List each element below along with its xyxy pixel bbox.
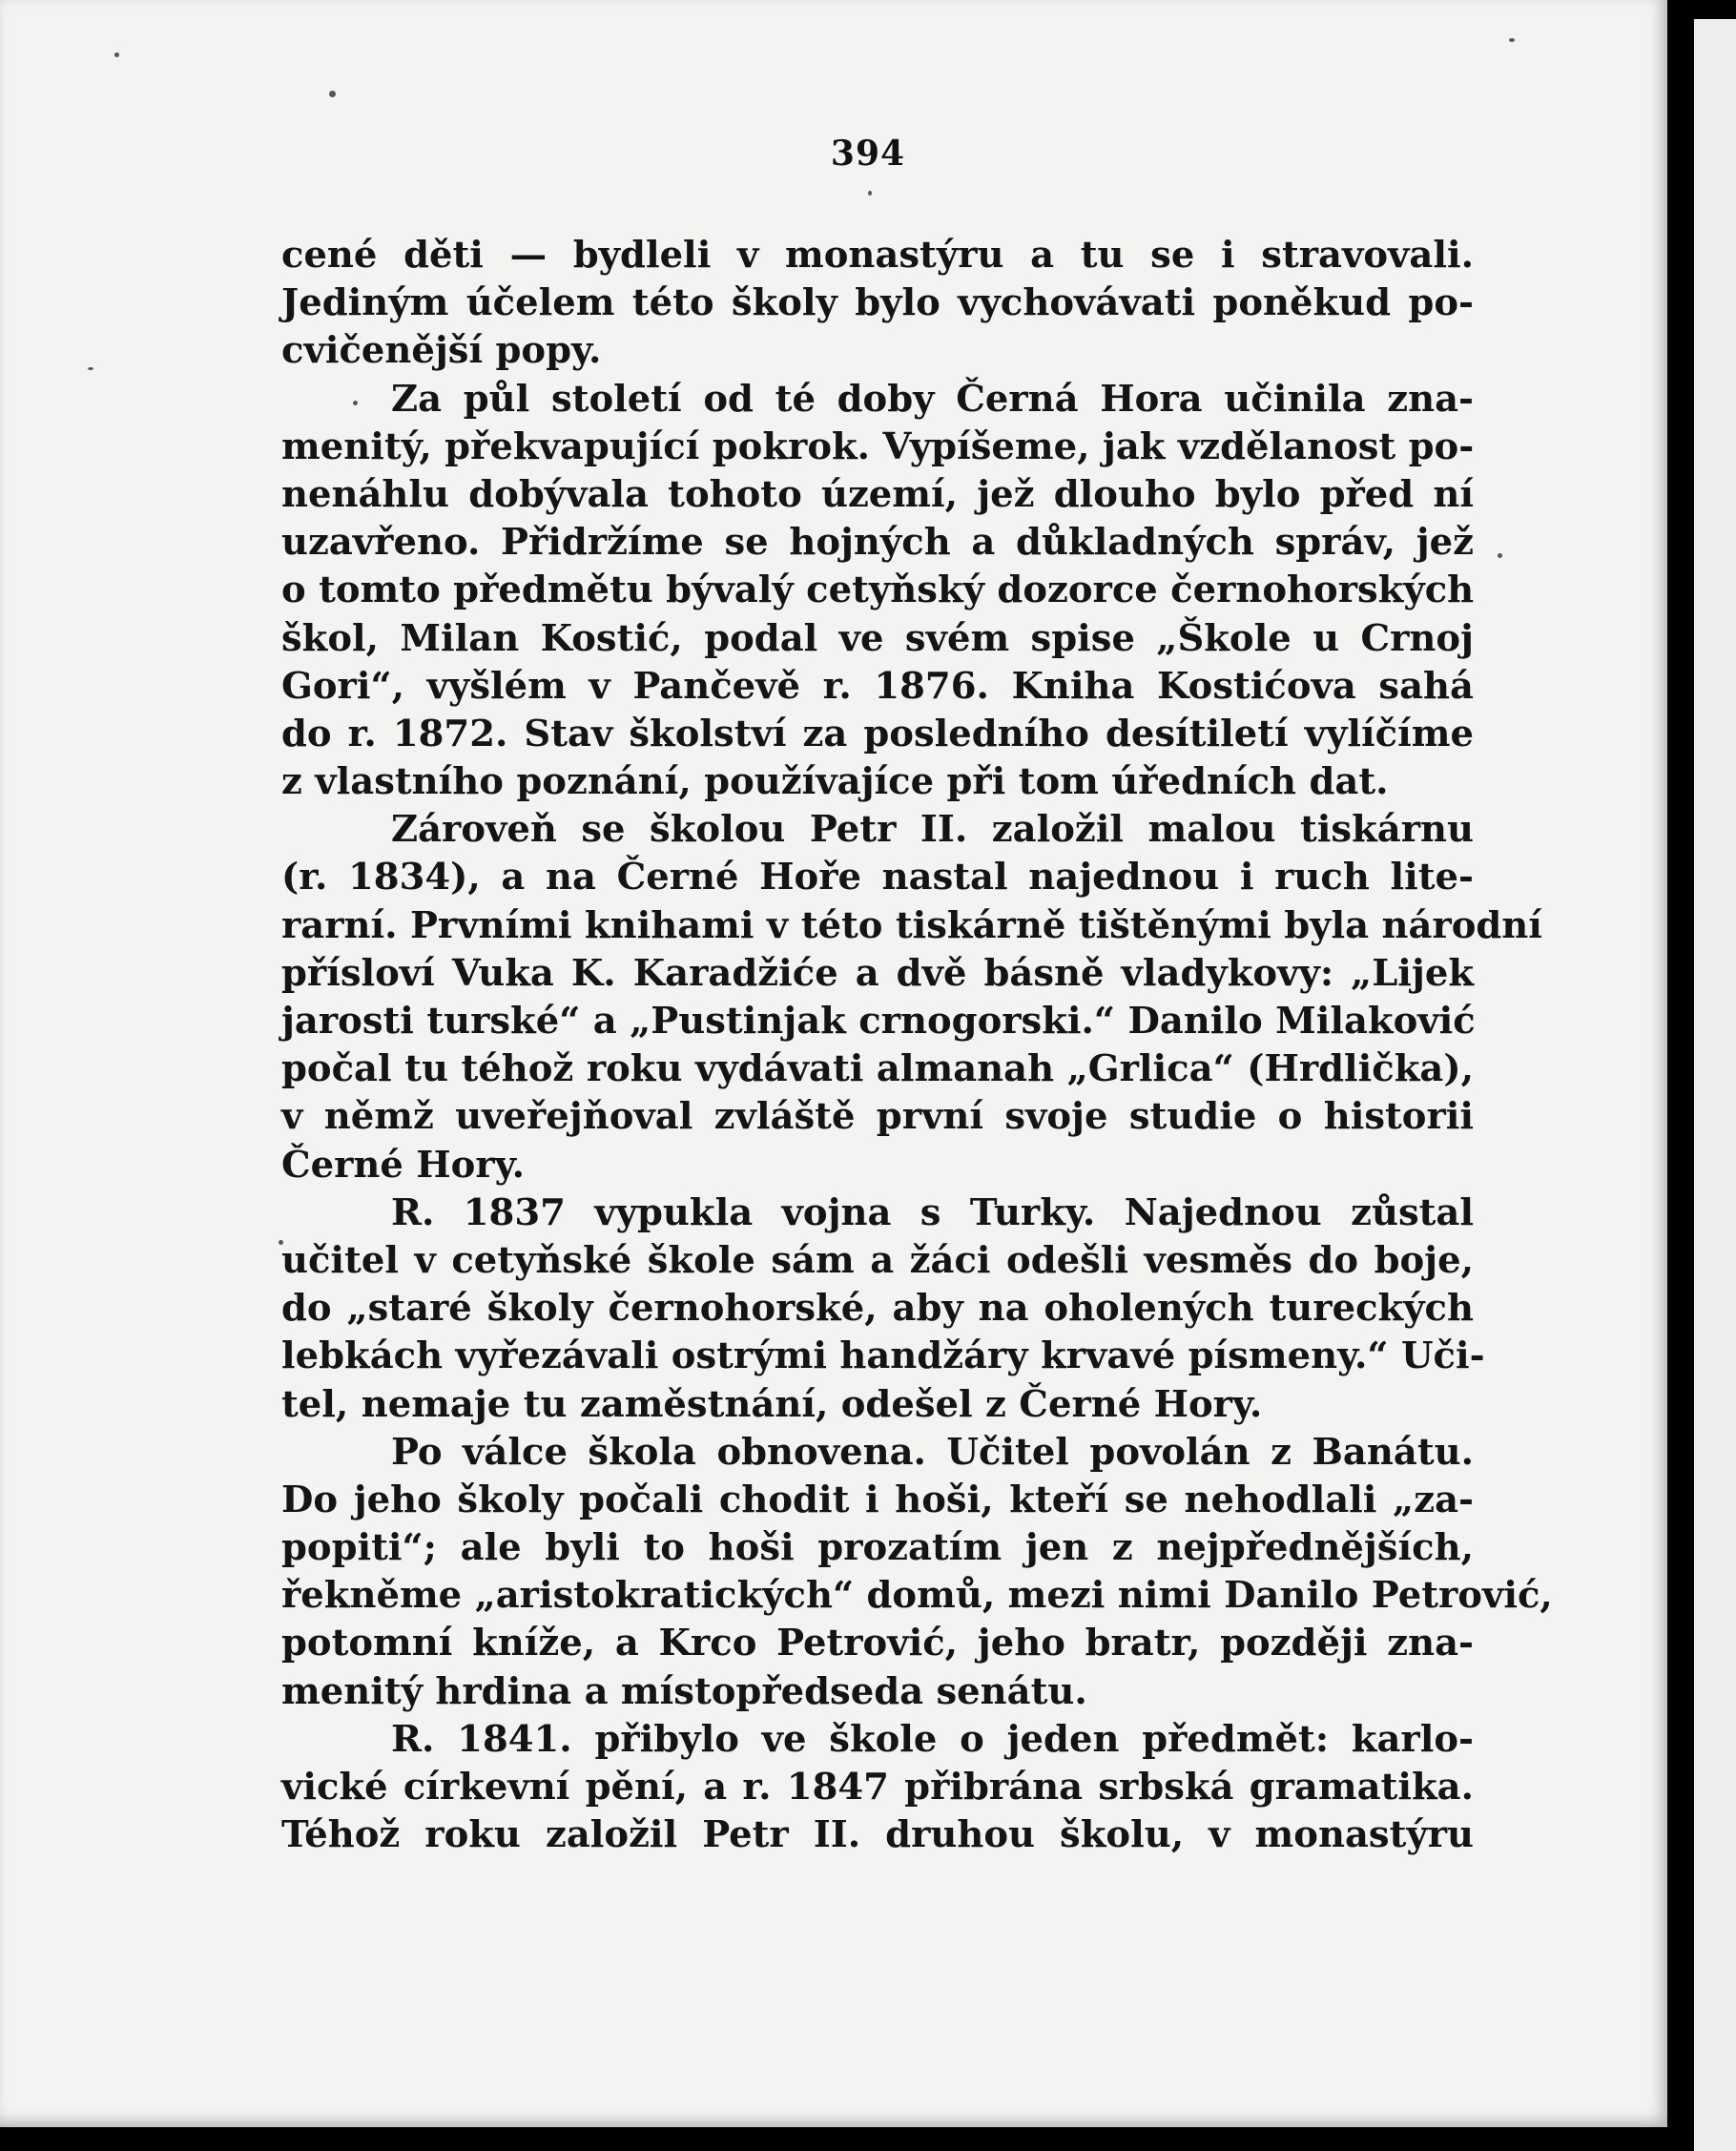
text-line: do r. 1872. Stav školství za posledního desítiletí vylíčíme	[281, 712, 1474, 755]
text-line: Téhož roku založil Petr II. druhou školu, v monastýru	[281, 1813, 1474, 1857]
text-line: řekněme „aristokratických“ domů, mezi nimi Danilo Petrović,	[281, 1574, 1553, 1618]
text-line: rarní. Prvními knihami v této tiskárně tištěnými byla národní	[281, 903, 1542, 947]
text-line: z vlastního poznání, používajíce při tom úředních dat.	[281, 760, 1389, 804]
adjacent-page-edge	[1694, 19, 1736, 2151]
page-number: 394	[830, 134, 906, 174]
text-line: přísloví Vuka K. Karadžiće a dvě básně vladykovy: „Lijek	[281, 951, 1474, 995]
text-line: R. 1837 vypukla vojna s Turky. Najednou zůstal	[391, 1190, 1474, 1234]
text-line: Po válce škola obnovena. Učitel povolán z Banátu.	[391, 1430, 1474, 1474]
text-line: (r. 1834), a na Černé Hoře nastal najednou i ruch lite-	[281, 856, 1474, 900]
text-line: počal tu téhož roku vydávati almanah „Grlica“ (Hrdlička),	[281, 1047, 1474, 1091]
text-line: jarosti turské“ a „Pustinjak crnogorski.“ Danilo Milaković	[281, 1000, 1476, 1043]
body-text	[281, 232, 1553, 1859]
text-line: Za půl století od té doby Černá Hora učinila zna-	[391, 377, 1474, 421]
text-line: lebkách vyřezávali ostrými handžáry krvavé písmeny.“ Uči-	[281, 1334, 1485, 1378]
text-line: vické církevní pění, a r. 1847 přibrána srbská gramatika.	[281, 1766, 1474, 1809]
text-line: cvičenější popy.	[281, 329, 602, 373]
text-line: nenáhlu dobývala tohoto území, jež dlouho bylo před ní	[281, 472, 1474, 516]
text-line: Zároveň se školou Petr II. založil malou tiskárnu	[391, 808, 1474, 852]
text-line: v němž uveřejňoval zvláště první svoje studie o historii	[281, 1095, 1474, 1139]
text-line: Gori“, vyšlém v Pančevě r. 1876. Kniha Kostićova sahá	[281, 664, 1474, 708]
text-line: menitý hrdina a místopředseda senátu.	[281, 1669, 1087, 1713]
text-line: Do jeho školy počali chodit i hoši, kteří se nehodlali „za-	[281, 1478, 1474, 1521]
text-line: potomní kníže, a Krco Petrović, jeho bratr, později zna-	[281, 1622, 1474, 1665]
text-line: Jediným účelem této školy bylo vychovávati poněkud po-	[281, 281, 1474, 325]
text-line: tel, nemaje tu zaměstnání, odešel z Černé Hory.	[281, 1382, 1263, 1426]
text-line: popiti“; ale byli to hoši prozatím jen z nejpřednějších,	[281, 1526, 1474, 1570]
text-line: do „staré školy černohorské, aby na oholených tureckých	[281, 1287, 1474, 1331]
text-line: uzavřeno. Přidržíme se hojných a důkladných správ, jež	[281, 521, 1474, 565]
text-line: cené děti — bydleli v monastýru a tu se i stravovali.	[281, 234, 1474, 277]
text-line: učitel v cetyňské škole sám a žáci odešli vesměs do boje,	[281, 1238, 1474, 1282]
text-line: R. 1841. přibylo ve škole o jeden předmět: karlo-	[391, 1717, 1474, 1761]
text-line: o tomto předmětu bývalý cetyňský dozorce černohorských	[281, 569, 1475, 612]
text-line: Černé Hory.	[281, 1143, 526, 1187]
text-line: škol, Milan Kostić, podal ve svém spise „Škole u Crnoj	[281, 616, 1474, 660]
text-line: menitý, překvapující pokrok. Vypíšeme, jak vzdělanost po-	[281, 424, 1475, 468]
